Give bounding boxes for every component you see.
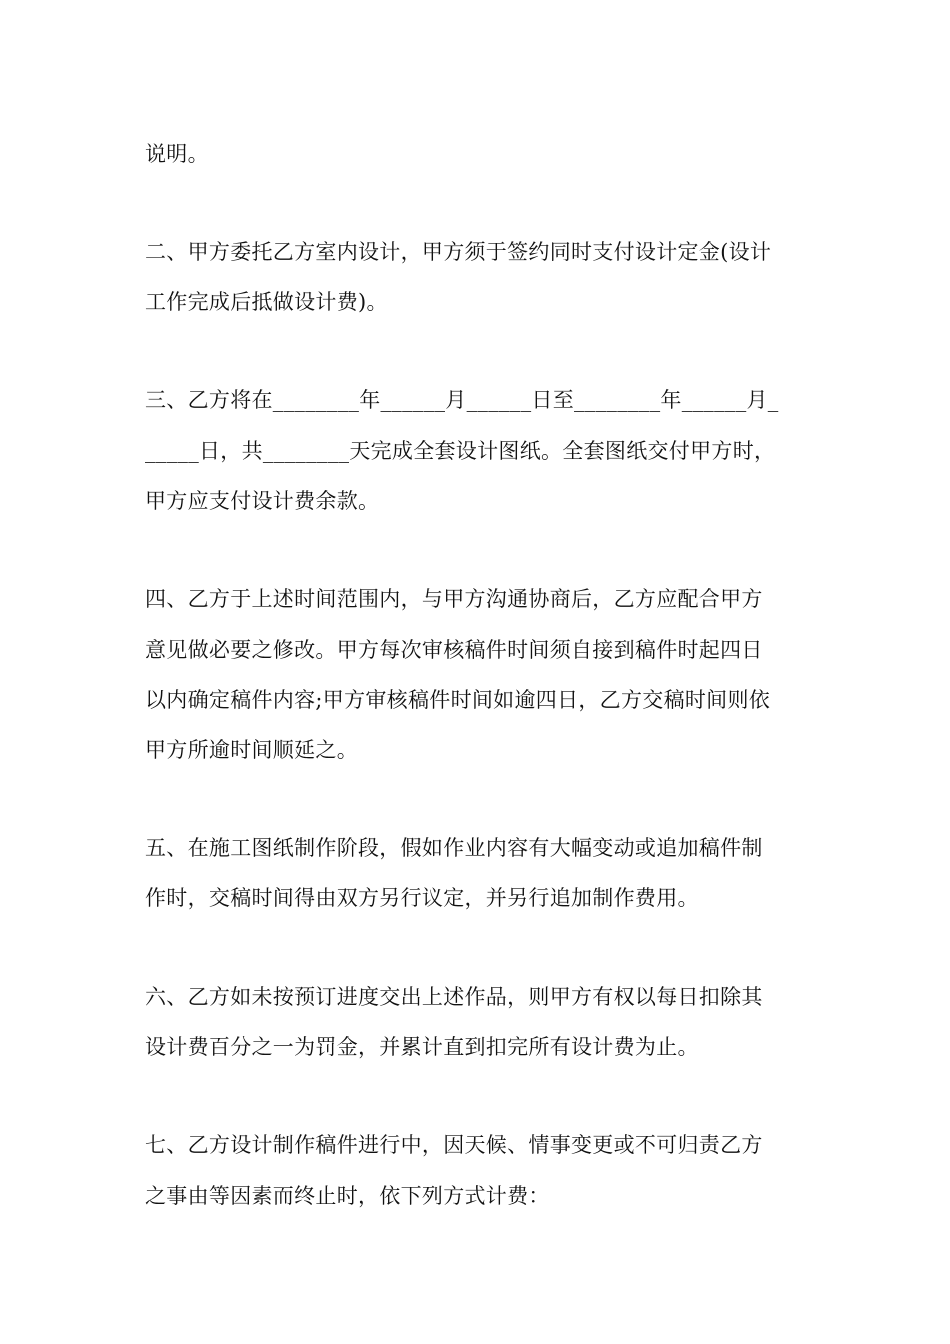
- clause-5-line-2: 作时，交稿时间得由双方另行议定，并另行追加制作费用。: [145, 886, 699, 910]
- clause-3-line-1: 三、乙方将在________年______月______日至________年______月_: [145, 388, 779, 412]
- clause-3-line-3: 甲方应支付设计费余款。: [145, 489, 380, 513]
- clause-6-line-1: 六、乙方如未按预订进度交出上述作品，则甲方有权以每日扣除其: [145, 985, 763, 1009]
- clause-4-line-2: 意见做必要之修改。甲方每次审核稿件时间须自接到稿件时起四日: [145, 638, 763, 662]
- clause-4-line-1: 四、乙方于上述时间范围内，与甲方沟通协商后，乙方应配合甲方: [145, 587, 763, 611]
- clause-4-line-4: 甲方所逾时间顺延之。: [145, 738, 358, 762]
- clause-7-line-1: 七、乙方设计制作稿件进行中，因天候、情事变更或不可归责乙方: [145, 1133, 763, 1157]
- clause-2-line-2: 工作完成后抵做设计费)。: [145, 290, 388, 314]
- clause-7-line-2: 之事由等因素而终止时，依下列方式计费：: [145, 1184, 550, 1208]
- clause-5-line-1: 五、在施工图纸制作阶段，假如作业内容有大幅变动或追加稿件制: [145, 836, 763, 860]
- clause-4-line-3: 以内确定稿件内容;甲方审核稿件时间如逾四日，乙方交稿时间则依: [145, 688, 771, 712]
- clause-6-line-2: 设计费百分之一为罚金，并累计直到扣完所有设计费为止。: [145, 1035, 699, 1059]
- text-line: 说明。: [145, 142, 209, 166]
- clause-2-line-1: 二、甲方委托乙方室内设计，甲方须于签约同时支付设计定金(设计: [145, 240, 772, 264]
- clause-3-line-2: _____日，共________天完成全套设计图纸。全套图纸交付甲方时，: [145, 439, 776, 463]
